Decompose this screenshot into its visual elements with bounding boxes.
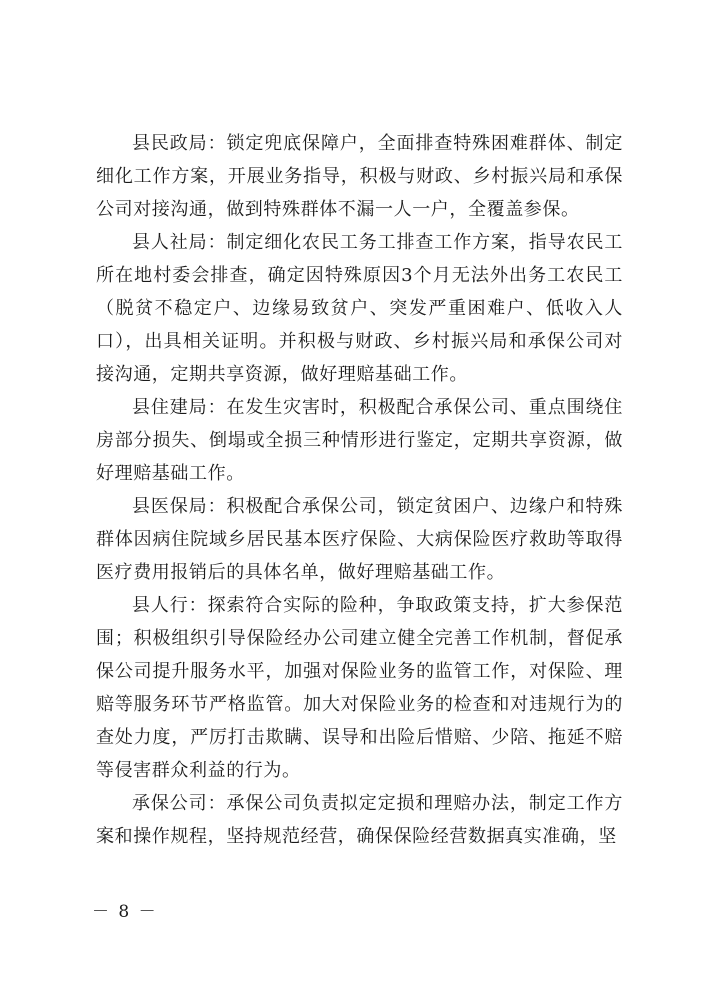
paragraph-civil-affairs: 县民政局：锁定兜底保障户，全面排查特殊困难群体、制定细化工作方案，开展业务指导，积极与财政、乡村振兴局和承保公司对接沟通，做到特殊群体不漏一人一户，全覆盖参保。 [96,133,623,220]
paragraph-housing-construction: 县住建局：在发生灾害时，积极配合承保公司、重点围绕住房部分损失、倒塌或全损三种情形进行鉴定，定期共享资源，做好理赔基础工作。 [96,397,623,484]
page-number: － 8 － [92,902,158,922]
paragraph-human-resources: 县人社局：制定细化农民工务工排查工作方案，指导农民工所在地村委会排查，确定因特殊原因3个月无法外出务工农民工（脱贫不稳定户、边缘易致贫户、突发严重困难户、低收入人口），出具相关证明。并积极与财政、乡村振兴局和承保公司对接沟通，定期共享资源，做好理赔基础工作。 [96,232,623,385]
paragraph-medical-insurance: 县医保局：积极配合承保公司，锁定贫困户、边缘户和特殊群体因病住院域乡居民基本医疗保险、大病保险医疗救助等取得医疗费用报销后的具体名单，做好理赔基础工作。 [96,496,623,583]
paragraph-peoples-bank: 县人行：探索符合实际的险种，争取政策支持，扩大参保范围；积极组织引导保险经办公司建立健全完善工作机制，督促承保公司提升服务水平，加强对保险业务的监管工作，对保险、理赔等服务环节严格监管。加大对保险业务的检查和对违规行为的查处力度，严厉打击欺瞒、误导和出险后惜赔、少陪、拖延不赔等侵害群众利益的行为。 [96,595,623,781]
document-body [96,127,623,853]
paragraph-insurance-company: 承保公司：承保公司负责拟定定损和理赔办法，制定工作方案和操作规程，坚持规范经营，确保保险经营数据真实准确，坚 [96,793,623,847]
